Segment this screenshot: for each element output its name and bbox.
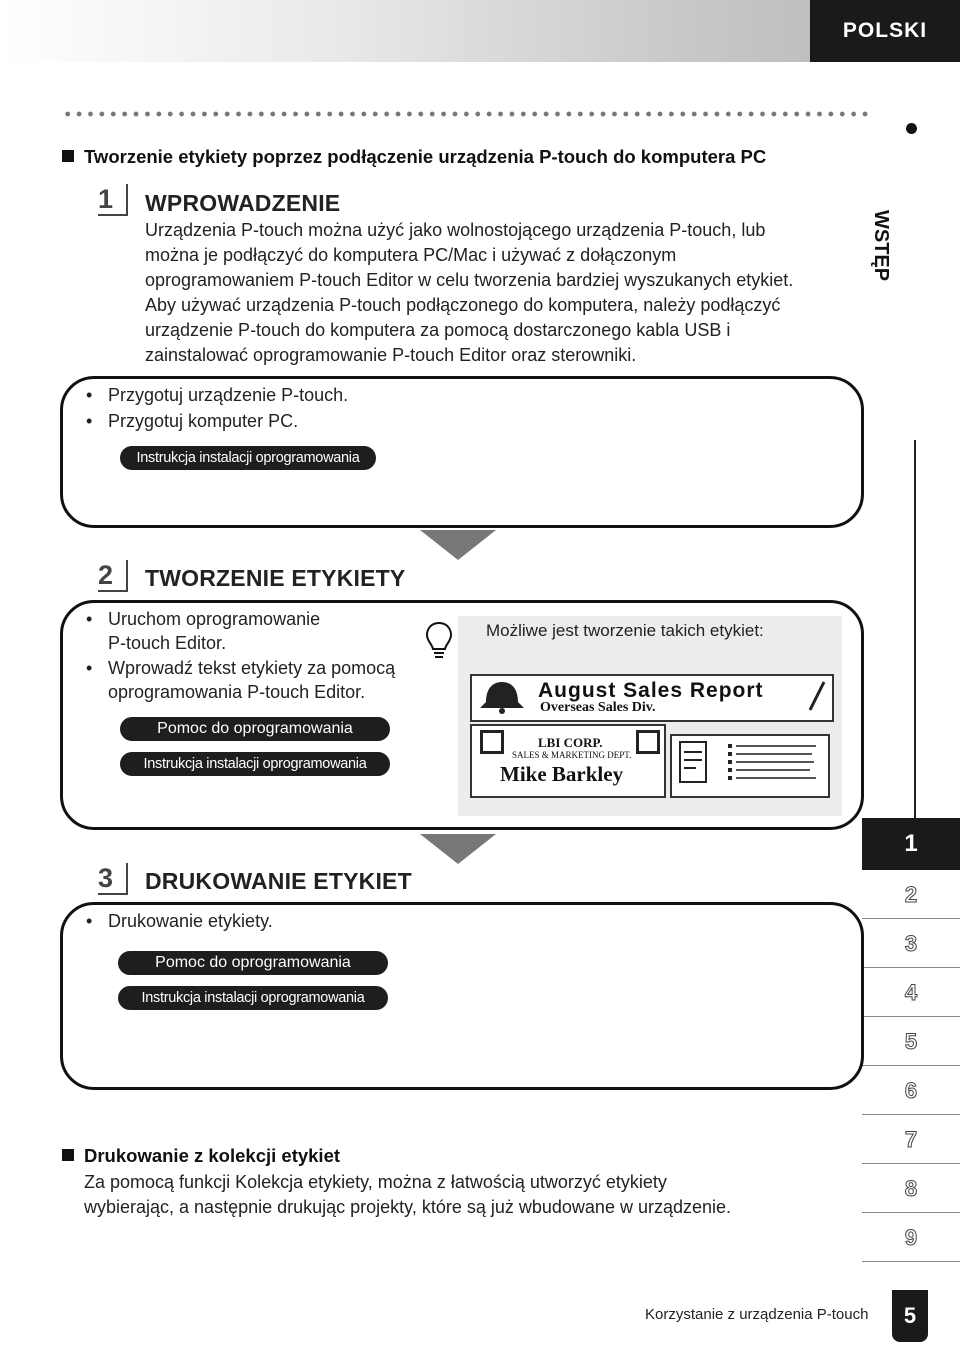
side-tab-label: WSTĘP [870, 210, 892, 282]
square-bullet-icon [62, 1149, 74, 1161]
section-body: Za pomocą funkcji Kolekcja etykiety, można z łatwością utworzyć etykiety wybierając, a następnie drukując projekty, które są już wbudowane w urządzenie. [84, 1172, 732, 1217]
side-tab-dot-icon [906, 123, 917, 134]
step-title: TWORZENIE ETYKIETY [145, 565, 406, 591]
step-number: 3 [98, 863, 114, 893]
page-number: 5 [892, 1290, 928, 1342]
down-arrow-icon [420, 834, 496, 864]
chapter-tab-5: 5 [862, 1019, 960, 1066]
software-help-button[interactable]: Pomoc do oprogramowania [120, 717, 390, 741]
pen-icon [806, 678, 828, 714]
step-intro-text: Urządzenia P-touch można użyć jako wolnostojącego urządzenia P-touch, lub można je podłączyć do komputera PC/Mac i używać z dołączonym oprogramowaniem P-touch Editor w celu tworzenia bardziej wyszukanych etykiet. Aby używać urządzenia P-touch podłączonego do komputera, należy podłączyć urządzenie P-touch do komputera za pomocą dostarczonego kabla USB i zainstalować oprogramowanie P-touch Editor oraz sterowniki. [145, 220, 794, 365]
example-label-1-subtitle: Overseas Sales Div. [540, 700, 656, 715]
dotted-divider [62, 110, 870, 118]
chapter-tab-1: 1 [862, 818, 960, 870]
install-guide-button[interactable]: Instrukcja instalacji oprogramowania [118, 986, 388, 1010]
step-title: DRUKOWANIE ETYKIET [145, 868, 412, 894]
examples-title: Możliwe jest tworzenie takich etykiet: [486, 621, 764, 640]
chapter-tab-4: 4 [862, 970, 960, 1017]
list-item: • Przygotuj komputer PC. [86, 411, 299, 431]
software-help-button[interactable]: Pomoc do oprogramowania [118, 951, 388, 975]
corner-ornament-icon [636, 730, 660, 754]
footer-text: Korzystanie z urządzenia P-touch [645, 1306, 869, 1323]
corner-ornament-icon [480, 730, 504, 754]
bell-icon [476, 678, 528, 714]
list-item: • Uruchom oprogramowanie [86, 609, 321, 629]
step-number: 2 [98, 560, 114, 590]
step-number: 1 [98, 184, 114, 214]
down-arrow-icon [420, 530, 496, 560]
example-label-2-name: Mike Barkley [500, 762, 624, 786]
chapter-tab-9: 9 [862, 1215, 960, 1262]
language-tab: POLSKI [810, 0, 960, 62]
section-heading-text: Drukowanie z kolekcji etykiet [84, 1145, 341, 1166]
section-heading [62, 146, 766, 168]
list-item: • Przygotuj urządzenie P-touch. [86, 385, 349, 405]
example-label-2-dept: SALES & MARKETING DEPT. [512, 750, 632, 760]
chapter-tab-2: 2 [862, 872, 960, 919]
list-item: • Wprowadź tekst etykiety za pomocą [86, 658, 396, 678]
install-guide-button[interactable]: Instrukcja instalacji oprogramowania [120, 446, 376, 470]
list-item: • Drukowanie etykiety. [86, 911, 273, 931]
document-icon [676, 740, 712, 788]
step-title: WPROWADZENIE [145, 190, 341, 216]
file-list-lines [726, 740, 822, 788]
section-heading [62, 1145, 340, 1167]
section-heading-text: Tworzenie etykiety poprzez podłączenie urządzenia P-touch do komputera PC [84, 146, 767, 167]
list-item-cont: P-touch Editor. [108, 633, 227, 653]
example-label-1-title: August Sales Report [538, 679, 764, 702]
chapter-tab-8: 8 [862, 1166, 960, 1213]
list-item-cont: oprogramowania P-touch Editor. [108, 682, 366, 702]
square-bullet-icon [62, 150, 74, 162]
install-guide-button[interactable]: Instrukcja instalacji oprogramowania [120, 752, 390, 776]
side-vertical-rule [914, 440, 916, 820]
chapter-tab-3: 3 [862, 921, 960, 968]
lightbulb-icon [424, 620, 454, 660]
example-label-2-company: LBI CORP. [538, 735, 603, 750]
chapter-tab-6: 6 [862, 1068, 960, 1115]
chapter-tab-7: 7 [862, 1117, 960, 1164]
